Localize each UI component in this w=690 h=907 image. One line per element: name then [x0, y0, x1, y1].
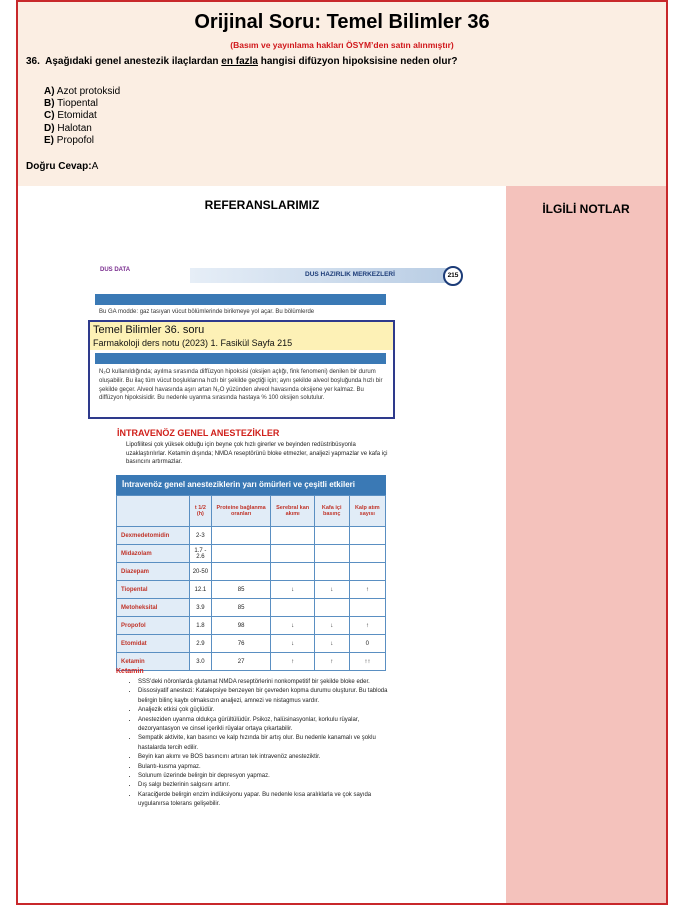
option-a: A) Azot protoksid — [44, 86, 121, 97]
table-row: Etomidat 2.9 76 ↓ ↓ 0 — [117, 635, 386, 653]
list-item: • Anesteziden uyanma oldukça gürültülüdür. Psikoz, halüsinasyonlar, korkulu rüyalar, dezoryantasyon ve cinsel içerikli rüyalar ortaya çıkartabilir. — [138, 716, 398, 735]
section-bullet: Lipofilitesi çok yüksek olduğu için beyne çok hızlı girerler ve beyinden redüstribüsyonla uzaklaştırılırlar. Ketamin dışında; NMDA reseptörünü bloke etmezler, analjezi yapmazlar ve kafa içi basıncını artırmazlar. — [126, 442, 388, 465]
references-title: REFERANSLARIMIZ — [204, 198, 320, 212]
page-title: Orijinal Soru: Temel Bilimler 36 — [194, 11, 490, 33]
list-item: • Solunum üzerinde belirgin bir depresyon yapmaz. — [138, 772, 398, 781]
dusdata-logo: DUS DATA — [100, 267, 131, 273]
list-item: • Analjezik etkisi çok güçlüdür. — [138, 706, 398, 715]
anesthetics-table — [116, 475, 386, 665]
table-header-row: t 1/2 (h) Proteine bağlanma oranları Serebral kan akımı Kafa içi basınç Kalp atım sayısı — [117, 496, 386, 527]
table-row: Midazolam 1.7 - 2.6 — [117, 545, 386, 563]
table-row: Propofol 1.8 98 ↓ ↓ ↑ — [117, 617, 386, 635]
ketamin-title: Ketamin — [116, 668, 144, 675]
n2o-text: N₂O kullanıldığında; ayılma sırasında diffüzyon hipoksisi (oksijen açlığı, fink fenomeni) denilen bir durum oluşabilir. Bu ilaç tüm vücut boşluklarına hızlı bir şekilde geçtiği için; aynı şekilde alveol boşluğunda hızlı bir şekilde geçer. Alveol havasında aşırı artan N₂O yüzünden alveol havasında oksijene yer kalmaz. Bu diffüzyon hipoksisidir. Bu nedenle uyanma sırasında hastaya % 100 oksijen solutulur. — [99, 369, 383, 402]
copyright-note: (Basım ve yayınlama hakları ÖSYM’den satın alınmıştır) — [230, 40, 454, 50]
notes-title: İLGİLİ NOTLAR — [542, 202, 630, 216]
list-item: • Beyin kan akımı ve BOS basıncını artıran tek intravenöz anesteziktir. — [138, 753, 398, 762]
reference-highlight-box — [88, 320, 395, 419]
list-item: • Dissosiyatif anestezi: Katalepsiye benzeyen bir çevreden kopma durumu oluşturur. Bu tabloda belirgin bilinç kaybı olmaksızın analjezi, amnezi ve nistagmus vardır. — [138, 687, 398, 706]
list-item: • Karaciğerde belirgin enzim indüksiyonu yapar. Bu nedenle kısa aralıklarla ve çok sayıda uygulanırsa tolerans gelişebilir. — [138, 791, 398, 810]
section-title: İNTRAVENÖZ GENEL ANESTEZİKLER — [117, 428, 280, 438]
question-box — [18, 2, 666, 186]
ketamin-list — [128, 678, 398, 810]
page-number: 215 — [443, 266, 463, 286]
option-b: B) Tiopental — [44, 98, 98, 110]
question-text-after: hangisi difüzyon hipoksisine neden olur? — [260, 56, 458, 67]
question-number: 36. — [26, 56, 40, 67]
question-text — [26, 56, 457, 67]
section-bar — [95, 294, 386, 305]
table-grid — [116, 495, 386, 671]
table-row: Ketamin 3.0 27 ↑ ↑ ↑↑ — [117, 653, 386, 671]
question-text-before: Aşağıdaki genel anestezik ilaçlardan — [45, 56, 219, 67]
table-row: Metoheksital 3.9 85 — [117, 599, 386, 617]
correct-answer — [26, 161, 98, 172]
option-d: D) Halotan — [44, 122, 92, 134]
table-title: İntravenöz genel anesteziklerin yarı ömürleri ve çeşitli etkileri — [116, 475, 386, 495]
reference-question: Temel Bilimler 36. soru — [93, 324, 205, 336]
list-item: • Dış salgı bezlerinin salgısını artırır. — [138, 781, 398, 790]
notes-panel — [506, 186, 666, 903]
correct-answer-label: Doğru Cevap: — [26, 161, 92, 172]
list-item: • SSS’deki nöronlarda glutamat NMDA reseptörlerini nonkompetitif bir şekilde bloke eder. — [138, 678, 398, 687]
option-e: E) Propofol — [44, 134, 95, 146]
top-text: Bu GA modde: gaz tasıyan vücut bölümlerinde birikmeye yol açar. Bu bölümlerde — [99, 309, 315, 315]
list-item: • Sempatik aktivite, kan basıncı ve kalp hızında bir artış olur. Bu nedenle kanamalı ve şoklu hastalarda tercih edilir. — [138, 734, 398, 753]
correct-answer-value: A — [91, 161, 99, 172]
reference-label — [90, 322, 393, 350]
list-item: • Bulantı-kusma yapmaz. — [138, 763, 398, 772]
page-header-text: DUS HAZIRLIK MERKEZLERİ — [305, 271, 395, 278]
question-emphasis: en fazla — [221, 56, 258, 67]
reference-source: Farmakoloji ders notu (2023) 1. Fasikül Sayfa 215 — [93, 338, 293, 348]
table-row: Tiopental 12.1 85 ↓ ↓ ↑ — [117, 581, 386, 599]
option-c: C) Etomidat — [44, 110, 97, 122]
table-row: Diazepam 20-50 — [117, 563, 386, 581]
answer-options — [44, 86, 120, 147]
table-row: Dexmedetomidin 2-3 — [117, 527, 386, 545]
